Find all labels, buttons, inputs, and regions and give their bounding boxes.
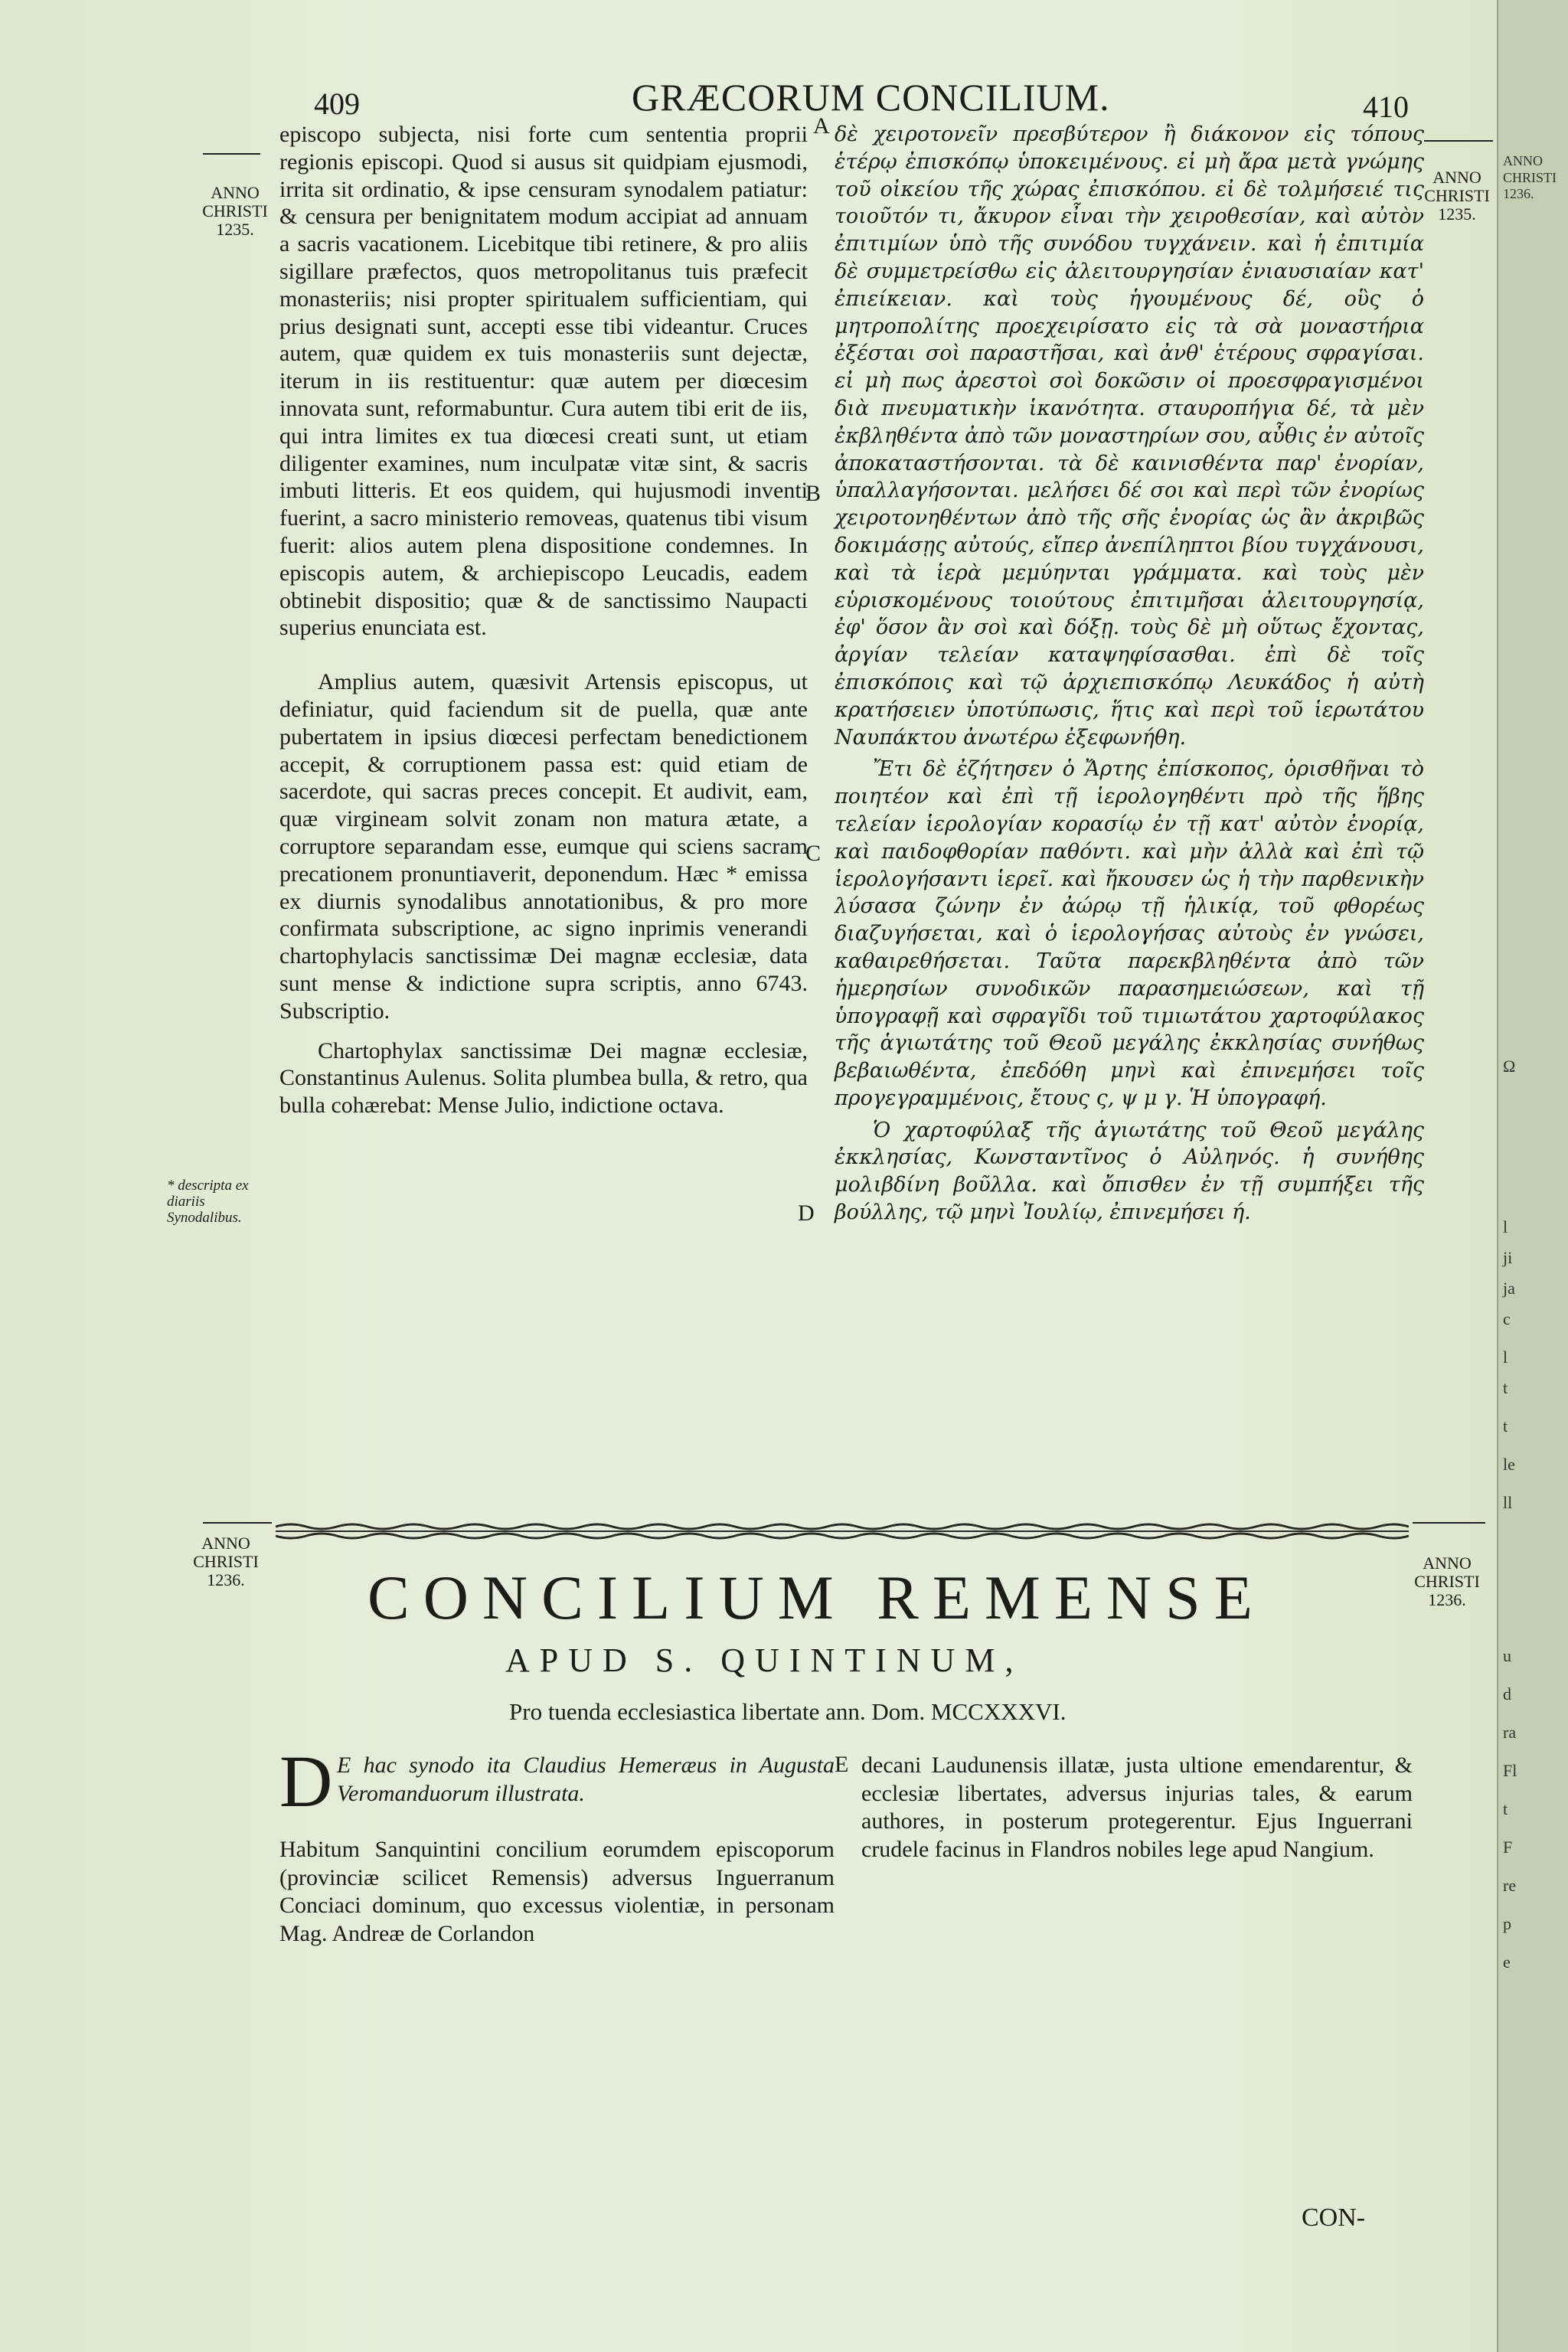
edge-fragment: u: [1503, 1646, 1511, 1665]
edge-anno-label: ANNO CHRISTI 1236.: [1503, 153, 1557, 202]
edge-fragment: re: [1503, 1876, 1517, 1895]
drop-cap: D: [279, 1740, 333, 1822]
anno-christi-label: ANNO CHRISTI 1236.: [1414, 1553, 1480, 1609]
edge-fragment: ra: [1503, 1723, 1517, 1742]
anno-christi-label: ANNO CHRISTI 1235.: [202, 183, 268, 239]
edge-fragment: le: [1503, 1455, 1515, 1474]
greek-paragraph: Ὁ χαρτοφύλαξ τῆς ἁγιωτάτης τοῦ Θεοῦ μεγάλης ἐκκλησίας, Κωνσταντῖνος ὁ Αὐληνός. ἡ συνήθης μολιβδίνη βοῦλλα. καὶ ὄπισθεν ἐν τῇ συμπήξει τῆς βούλλης, τῷ μηνὶ Ἰουλίῳ, ἐπινεμήσει ή.: [835, 1118, 1424, 1225]
section-letter: D: [798, 1200, 815, 1226]
intro-first-line: E hac synodo ita Claudius Hemeræus in Augusta Veromanduorum illustrata.: [337, 1753, 835, 1806]
running-title: GRÆCORUM CONCILIUM.: [632, 76, 1110, 119]
anno-christi-label: ANNO CHRISTI 1236.: [193, 1534, 259, 1589]
edge-fragment: e: [1503, 1952, 1511, 1971]
edge-fragment: t: [1503, 1799, 1508, 1818]
edge-fragment: t: [1503, 1416, 1508, 1436]
catchword: CON-: [1302, 2203, 1366, 2232]
section-letter: B: [805, 481, 822, 506]
page-number-right: 410: [1363, 90, 1409, 124]
latin-paragraph: Chartophylax sanctissimæ Dei magnæ ecclesiæ, Constantinus Aulenus. Solita plumbea bulla, & retro, qua bulla cohærebat: Mense Julio, indictione octava.: [279, 1037, 808, 1119]
edge-fragment: ji: [1503, 1248, 1513, 1267]
greek-paragraph: Ἔτι δὲ ἐζήτησεν ὁ Ἄρτης ἐπίσκοπος, ὁρισθῆναι τὸ ποιητέον καὶ ἐπὶ τῇ ἱερολογηθέντι πρὸ τῆς ἥβης τελείαν ἱερολογίαν κορασίῳ ἐν τῇ κατ' αὐτὸν ἐνορίᾳ, καὶ παιδοφθορίαν παθόντι. καὶ μὴν ἀλλὰ καὶ ἐπὶ τῷ ἱερολογήσαντι ἱερεῖ. καὶ ἤκουσεν ὡς ἡ τὴν παρθενικὴν λύσασα ζώνην ἐν ἀώρῳ τῇ ἡλικίᾳ, τοῦ φθορέως διαζυγήσεται, καὶ ὁ ἱερολογήσας αὐτοὺς ἐν γνώσει, καθαιρεθήσεται. Ταῦτα παρεκβληθέντα ἀπὸ τῶν ἡμερησίων συνοδικῶν παρασημειώσεων, καὶ τῇ ὑπογραφῇ καὶ σφραγῖδι τοῦ τιμιωτάτου χαρτοφύλακος τῆς ἁγιωτάτης τοῦ Θεοῦ μεγάλης ἐκκλησίας συνήθως βεβαιωθέντα, ἐπεδόθη μηνὶ καὶ ἐπινεμήσει τοῖς προγεγραμμένοις, ἔτους ς, ψ μ γ. Ἡ ὑπογραφή.: [835, 757, 1424, 1110]
section-letter: C: [805, 841, 822, 866]
edge-fragment: Fl: [1503, 1761, 1517, 1780]
edge-fragment: c: [1503, 1309, 1511, 1328]
edge-fragment: ja: [1503, 1279, 1515, 1298]
page-number-left: 409: [314, 87, 360, 121]
next-page-edge: [1497, 0, 1568, 2352]
margin-rule: [203, 1522, 272, 1524]
edge-fragment: d: [1503, 1684, 1511, 1704]
edge-fragment: Ω: [1503, 1057, 1516, 1076]
latin-column: [279, 121, 808, 1119]
edge-fragment: l: [1503, 1348, 1508, 1367]
section-description: Pro tuenda ecclesiastica libertate ann. Dom. MCCXXXVI.: [509, 1698, 1067, 1725]
edge-fragment: F: [1503, 1838, 1513, 1857]
section-letter: A: [813, 113, 830, 139]
edge-fragment: t: [1503, 1378, 1508, 1397]
greek-paragraph: δὲ χειροτονεῖν πρεσβύτερον ἢ διάκονον εἰς τόπους ἑτέρῳ ἐπισκόπῳ ὑποκειμένους. εἰ μὴ ἄρα μετὰ γνώμης τοῦ οἰκείου τῆς χώρας ἐπισκόπου. εἰ δὲ τολμήσειέ τις τοιοῦτόν τι, ἄκυρον εἶναι τὴν χειροθεσίαν, καὶ αὐτὸν ἐπιτιμίων ὑπὸ τῆς συνόδου τυγχάνειν. καὶ ἡ ἐπιτιμία δὲ συμμετρείσθω εἰς ἀλειτουργησίαν ἐνιαυσιαίαν κατ' ἐπιείκειαν. καὶ τοὺς ἡγουμένους δέ, οὓς ὁ μητροπολίτης προεχειρίσατο εἰς τὰ σὰ μοναστήρια ἐξέσται σοὶ παραστῆσαι, καὶ ἀνθ' ἑτέρους σφραγίσαι. εἰ μὴ πως ἀρεστοὶ σοὶ δοκῶσιν οἱ προεσφραγισμένοι διὰ πνευματικὴν ἱκανότητα. σταυροπήγια δέ, τὰ μὲν ἐκβληθέντα ἀπὸ τῶν μοναστηρίων σου, αὖθις ἐν αὐτοῖς ἀποκαταστήσονται. τὰ δὲ καινισθέντα παρ' ἐνορίαν, ὑπαλλαγήσονται. μελήσει δέ σοι καὶ περὶ τῶν ἐνορίως χειροτονηθέντων ἀπὸ τῆς σῆς ἐνορίας ὡς ἂν ἀκριβῶς δοκιμάσῃς αὐτούς, εἴπερ ἀνεπίληπτοι βίου τυγχάνουσι, καὶ τὰ ἱερὰ μεμύηνται γράμματα. καὶ τοὺς μὲν εὑρισκομένους τοιούτους ἐπιτιμῆσαι ἀλειτουργησίᾳ, ἐφ' ὅσον ἂν σοὶ καὶ δόξῃ. τοὺς δὲ μὴ οὕτως ἔχοντας, ἀργίαν τελείαν καταψηφίσασθαι. ἐπὶ δὲ τοῖς ἐπισκόποις καὶ τῷ ἀρχιεπισκόπῳ Λευκάδος ἡ αὐτὴ κρατήσειεν ὑποτύπωσις, ἥτις καὶ περὶ τοῦ ἱερωτάτου Ναυπάκτου ἀνωτέρω ἐξεφωνήθη.: [835, 122, 1424, 750]
edge-fragment: l: [1503, 1217, 1508, 1236]
section-title: CONCILIUM REMENSE: [368, 1563, 1266, 1632]
intro-paragraph-left: Habitum Sanquintini concilium eorumdem episcoporum (provinciæ scilicet Remensis) adversus Inguerranum Conciaci dominum, quo excessus violentiæ, in personam Mag. Andreæ de Corlandon: [279, 1837, 835, 1946]
greek-column: [835, 121, 1424, 1227]
margin-rule: [203, 153, 260, 155]
section-subtitle: APUD S. QUINTINUM,: [505, 1642, 1024, 1679]
edge-fragment: p: [1503, 1914, 1511, 1933]
latin-paragraph: Amplius autem, quæsivit Artensis episcopus, ut definiatur, quid faciendum sit de puella, quæ ante pubertatem in ipsius diœcesi perfectam benedictionem accepit, & corruptionem passa est: quid etiam de sacerdote, qui sacras preces concepit. Et audivit, eam, quæ virgineam solvit zonam non matura ætate, a corruptore separandam esse, eumque qui sciens sacram precationem pronuntiaverit, deponendum. Hæc * emissa ex diurnis synodalibus annotationibus, & pro more confirmata subscriptione, ac signo inprimis venerandi chartophylacis sanctissimæ Dei magnæ ecclesiæ, data sunt mense & indictione supra scriptis, anno 6743. Subscriptio.: [279, 669, 808, 1024]
anno-christi-label: ANNO CHRISTI 1235.: [1424, 168, 1490, 224]
edge-fragment: ll: [1503, 1493, 1513, 1512]
margin-rule: [1424, 140, 1493, 142]
section-letter: E: [835, 1752, 849, 1777]
latin-paragraph: episcopo subjecta, nisi forte cum sententia proprii regionis episcopi. Quod si ausus sit quidpiam ejusmodi, irrita sit ordinatio, & ipse censuram synodalem patiatur: & censura per benignitatem modum accipiat ad annuam a sacris vacationem. Licebitque tibi retinere, & pro aliis sigillare præfectos, quos metropolitanus tuis præfecit monasteriis; nisi propter spiritualem sufficientiam, qui prius designati sunt, accepti esse tibi videantur. Cruces autem, quæ quidem ex tuis monasteriis sunt dejectæ, iterum in iis restituentur: quæ autem per diœcesim innovata sunt, reformabuntur. Cura autem tibi erit de iis, qui intra limites ex tua diœcesi creati sunt, ut etiam diligenter examines, num inculpatæ vitæ sint, & sacris imbuti litteris. Et eos quidem, qui hujusmodi inventi fuerint, a sacro ministerio removeas, quatenus tibi visum fuerit: alios autem plena dispositione condemnes. In episcopis autem, & archiepiscopo Leucadis, eadem obtinebit dispositio; quæ & de sanctissimo Naupacti superius enunciata est.: [279, 122, 808, 641]
margin-rule: [1413, 1522, 1485, 1524]
ornamental-rule: [276, 1522, 1409, 1540]
margin-note: * descripta ex diariis Synodalibus.: [167, 1178, 249, 1226]
intro-paragraph-right: decani Laudunensis illatæ, justa ultione emendarentur, & ecclesiæ libertates, adversus injurias tales, & earum authores, in posterum protegerentur. Ejus Inguerrani crudele facinus in Flandros nobiles lege apud Nangium.: [861, 1753, 1413, 1862]
